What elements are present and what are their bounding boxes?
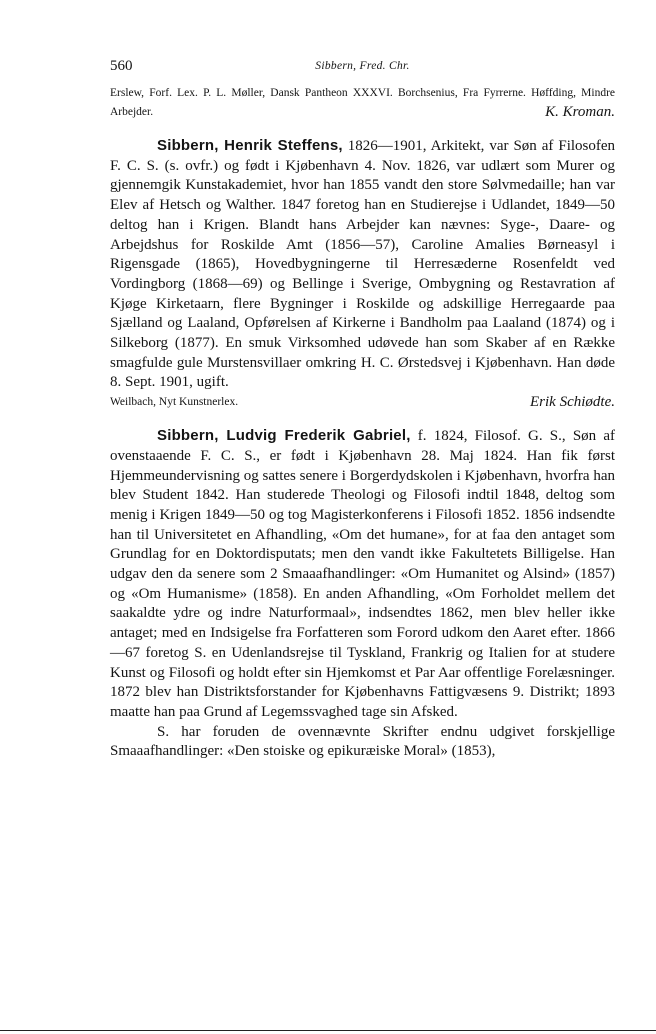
entry-sources: Weilbach, Nyt Kunstnerlex. — [110, 396, 239, 409]
entry-continuation-paragraph: S. har foruden de ovennævnte Skrifter endnu udgivet forskjellige Smaaafhandlinger: «Den stoiske og epikuræiske Moral» (1853), — [110, 723, 615, 760]
entry-henrik-steffens — [110, 136, 615, 393]
prev-entry-author: K. Kroman. — [545, 104, 615, 120]
page — [110, 58, 615, 762]
page-number: 560 — [110, 58, 133, 74]
entry-ludvig-frederik-gabriel — [110, 426, 615, 723]
entry-text: f. 1824, Filosof. G. S., Søn af ovenstaaende F. C. S., er født i Kjøbenhavn 28. Maj 1824. Han fik først Hjemmeundervisning og sattes senere i Borgerdydskolen i Kjøbenhavn, hvorfra han blev Student 1842. Han studerede Theologi og Filosofi indtil 1848, deltog som menig i Krigen 1849—50 og tog Magisterkonferens i Filosofi 1852. 1856 indsendte han til Universitetet en Afhandling, «Om det humane», for at faa den antaget som Grundlag for en Doktordisputats; men den vandt ikke Fakultetets Billigelse. Han udgav den da senere som 2 Smaaafhandlinger: «Om Humanitet og Alsind» (1857) og «Om Humanisme» (1858). En anden Afhandling, «Om Forholdet mellem det saakaldte ydre og indre Naturformaal», indsendtes 1862, men blev heller ikke antaget; med en Indsigelse fra Forfatteren som Forord udkom den Aaret efter. 1866—67 foretog S. en Udenlandsrejse til Tyskland, Frankrig og Italien for at studere Kunst og Filosofi og holdt efter sin Hjemkomst et Par Aar offentlige Forelæsninger. 1872 blev han Distriktsforstander for Kjøbenhavns Fattigvæsens 9. Distrikt; 1893 maatte han paa Grund af Legemssvaghed tage sin Afsked. — [110, 428, 615, 720]
prev-entry-bibliography — [110, 84, 615, 122]
entry-author: Erik Schiødte. — [530, 394, 615, 411]
entry-text: 1826—1901, Arkitekt, var Søn af Filosofen F. C. S. (s. ovfr.) og født i Kjøbenhavn 4. Nov. 1826, var udlært som Murer og gjennemgik Kunstakademiet, hvor han 1855 vandt den store Sølvmedaille; han var Elev af Hetsch og Walther. 1847 foretog han en Studierejse i Udlandet, 1849—50 deltog han i Krigen. Blandt hans Arbejder kan nævnes: Syge-, Daare- og Arbejdshus for Roskilde Amt (1856—57), Caroline Amalies Børneasyl i Rigensgade (1865), Hovedbygningerne til Herresæderne Rosenfeldt ved Vordingborg (1868—69) og Bellinge i Sverige, Ombygning og Restavration af Kjøge Kirketaarn, flere Bygninger i Roskilde og adskillige Herregaarde paa Sjælland og Laaland, Opførelsen af Kirkerne i Bandholm paa Laaland (1874) og i Silkeborg (1877). En smuk Virksomhed udøvede han som Skaber af en Række smagfulde gule Murstensvillaer omkring H. C. Ørstedsvej i Kjøbenhavn. Han døde 8. Sept. 1901, ugift. — [110, 138, 616, 391]
prev-entry-sources: Erslew, Forf. Lex. P. L. Møller, Dansk Pantheon XXXVI. Borchsenius, Fra Fyrrerne. Høffding, Mindre Arbejder. — [110, 87, 615, 118]
entry-henrik-bibliography — [110, 393, 615, 412]
page-header — [110, 58, 615, 84]
entry-headword: Sibbern, Henrik Steffens, — [157, 137, 343, 154]
entry-headword: Sibbern, Ludvig Frederik Gabriel, — [157, 427, 411, 445]
page-edge-line — [0, 1030, 656, 1031]
running-title: Sibbern, Fred. Chr. — [315, 60, 410, 72]
